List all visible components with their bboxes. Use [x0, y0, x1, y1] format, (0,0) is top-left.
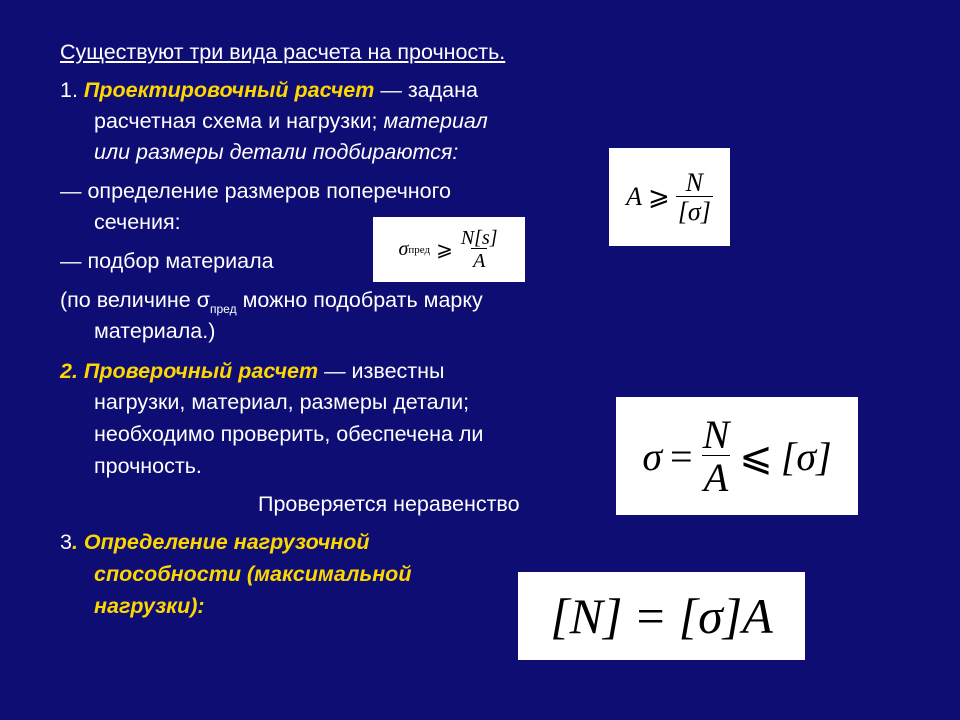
- item3-title-a: . Определение нагрузочной: [71, 530, 370, 554]
- item1-line2-a: расчетная схема и нагрузки;: [94, 109, 384, 133]
- f2-den: A: [473, 250, 486, 272]
- intro-heading: Существуют три вида расчета на прочность.: [60, 40, 506, 64]
- f2-lhs-sub: пред: [408, 243, 431, 256]
- item2-title: Проверочный расчет: [83, 359, 319, 383]
- item1-line4: — определение размеров поперечного: [60, 179, 451, 203]
- f2-fraction: [459, 228, 500, 271]
- f4-rhs: [σ]A: [678, 588, 773, 644]
- formula-load-capacity: [518, 572, 805, 660]
- item1-line7-b: можно подобрать марку: [236, 288, 483, 312]
- formula-area-condition: [609, 148, 730, 246]
- item1-line1: [60, 74, 478, 106]
- item2-number: 2.: [60, 359, 78, 383]
- item1-line1-rest: — задана: [374, 78, 478, 102]
- item1-number: 1.: [60, 78, 78, 102]
- item2-line1-rest: — известны: [318, 359, 445, 383]
- f3-num: N: [702, 411, 730, 457]
- f3-rhs: [σ]: [780, 433, 832, 479]
- item1-line7-a: (по величине σ: [60, 288, 210, 312]
- item1-line8: материала.): [94, 319, 216, 343]
- f3-eq: =: [670, 433, 693, 479]
- f1-num: N: [685, 167, 704, 197]
- item3-line3: нагрузки):: [94, 594, 205, 618]
- item1-line6: — подбор материала: [60, 249, 274, 273]
- item1-line2-b: материал: [383, 109, 488, 133]
- item3-line2: способности (максимальной: [94, 562, 412, 586]
- item1-line2: [94, 105, 488, 137]
- item1-title: Проектировочный расчет: [83, 78, 375, 102]
- f1-lhs: A: [626, 182, 643, 211]
- item2-line4: прочность.: [94, 454, 202, 478]
- item2-line1: [60, 355, 444, 387]
- f1-fraction: [676, 167, 713, 226]
- f3-rel: ⩽: [739, 433, 773, 479]
- formula-strength-check: [616, 397, 858, 515]
- item2-line2: нагрузки, материал, размеры детали;: [94, 390, 470, 414]
- item1-line3: или размеры детали подбираются:: [94, 140, 459, 164]
- item2-line5: Проверяется неравенство: [258, 492, 520, 516]
- f4-eq: =: [636, 588, 665, 644]
- f3-den: A: [703, 454, 729, 500]
- item1-line7-sub: пред: [210, 302, 237, 316]
- f1-den: [σ]: [677, 196, 711, 226]
- f3-lhs: σ: [642, 433, 663, 479]
- f2-rel: ⩾: [436, 239, 453, 261]
- item2-line3: необходимо проверить, обеспечена ли: [94, 422, 484, 446]
- item3-number: 3: [60, 530, 72, 554]
- f1-rel: ⩾: [648, 182, 670, 211]
- f3-fraction: [701, 411, 732, 500]
- item1-line5: сечения:: [94, 210, 181, 234]
- item3-line1: [60, 526, 369, 558]
- f2-num: N[s]: [460, 227, 498, 249]
- f4-lhs: [N]: [550, 588, 623, 644]
- formula-material-condition: [373, 217, 525, 282]
- f2-lhs: σ: [398, 238, 409, 260]
